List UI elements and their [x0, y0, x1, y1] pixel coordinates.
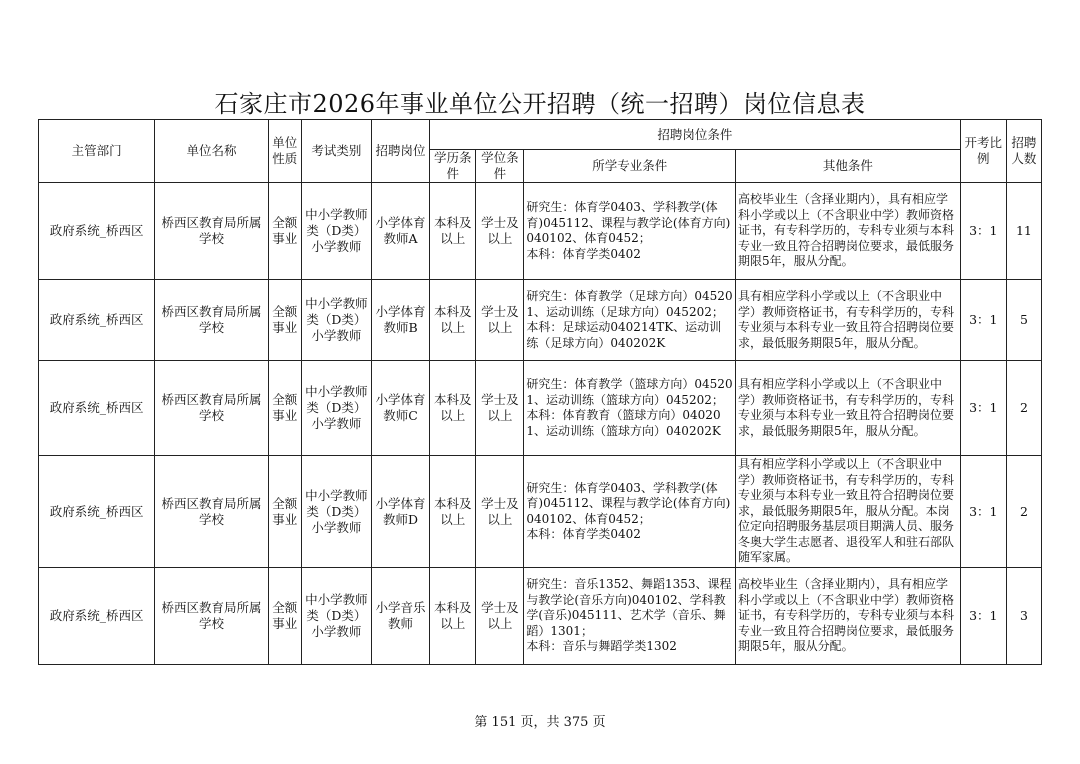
header-dept: 主管部门	[39, 120, 155, 183]
cell-nature: 全额事业	[268, 361, 301, 456]
header-exam: 考试类别	[301, 120, 371, 183]
table-row	[39, 568, 1042, 665]
header-edu: 学历条件	[430, 150, 476, 183]
table-row	[39, 183, 1042, 280]
cell-major: 研究生：体育学0403、学科教学(体育)045112、课程与教学论(体育方向)040102、体育0452； 本科：体育学类0402	[524, 183, 736, 280]
cell-dept: 政府系统_桥西区	[39, 456, 155, 568]
cell-edu: 本科及以上	[430, 361, 476, 456]
cell-edu: 本科及以上	[430, 568, 476, 665]
cell-degree: 学士及以上	[476, 568, 524, 665]
table-row	[39, 361, 1042, 456]
header-other: 其他条件	[736, 150, 961, 183]
cell-ratio: 3：1	[960, 361, 1006, 456]
cell-major: 研究生：体育教学（篮球方向）045201、运动训练（篮球方向）045202； 本科：体育教育（篮球方向）040201、运动训练（篮球方向）040202K	[524, 361, 736, 456]
cell-dept: 政府系统_桥西区	[39, 280, 155, 361]
cell-major: 研究生：体育教学（足球方向）045201、运动训练（足球方向）045202； 本科：足球运动040214TK、运动训练（足球方向）040202K	[524, 280, 736, 361]
cell-major: 研究生：体育学0403、学科教学(体育)045112、课程与教学论(体育方向)040102、体育0452； 本科：体育学类0402	[524, 456, 736, 568]
cell-nature: 全额事业	[268, 183, 301, 280]
cell-dept: 政府系统_桥西区	[39, 568, 155, 665]
cell-unit: 桥西区教育局所属学校	[155, 456, 268, 568]
page-number: 第 151 页，共 375 页	[474, 715, 606, 730]
cell-degree: 学士及以上	[476, 456, 524, 568]
cell-exam: 中小学教师类（D类）小学教师	[301, 568, 371, 665]
header-unit: 单位名称	[155, 120, 268, 183]
cell-edu: 本科及以上	[430, 280, 476, 361]
cell-post: 小学体育教师C	[371, 361, 429, 456]
cell-other: 高校毕业生（含择业期内），具有相应学科小学或以上（不含职业中学）教师资格证书，有专科学历的，专科专业须与本科专业一致且符合招聘岗位要求，最低服务期限5年，服从分配。	[736, 568, 961, 665]
page-title: 石家庄市2026年事业单位公开招聘（统一招聘）岗位信息表	[214, 90, 866, 118]
header-nature: 单位性质	[268, 120, 301, 183]
cell-count: 5	[1006, 280, 1041, 361]
cell-ratio: 3：1	[960, 456, 1006, 568]
cell-other: 具有相应学科小学或以上（不含职业中学）教师资格证书，有专科学历的，专科专业须与本科专业一致且符合招聘岗位要求，最低服务期限5年，服从分配。本岗位定向招聘服务基层项目期满人员、服务冬奥大学生志愿者、退役军人和驻石部队随军家属。	[736, 456, 961, 568]
cell-count: 2	[1006, 361, 1041, 456]
header-post: 招聘岗位	[371, 120, 429, 183]
cell-edu: 本科及以上	[430, 183, 476, 280]
cell-degree: 学士及以上	[476, 183, 524, 280]
cell-nature: 全额事业	[268, 280, 301, 361]
cell-exam: 中小学教师类（D类）小学教师	[301, 456, 371, 568]
cell-count: 11	[1006, 183, 1041, 280]
header-major: 所学专业条件	[524, 150, 736, 183]
cell-degree: 学士及以上	[476, 361, 524, 456]
cell-other: 具有相应学科小学或以上（不含职业中学）教师资格证书，有专科学历的，专科专业须与本科专业一致且符合招聘岗位要求，最低服务期限5年，服从分配。	[736, 280, 961, 361]
cell-exam: 中小学教师类（D类）小学教师	[301, 183, 371, 280]
cell-ratio: 3：1	[960, 280, 1006, 361]
cell-other: 具有相应学科小学或以上（不含职业中学）教师资格证书，有专科学历的，专科专业须与本科专业一致且符合招聘岗位要求，最低服务期限5年，服从分配。	[736, 361, 961, 456]
cell-exam: 中小学教师类（D类）小学教师	[301, 361, 371, 456]
cell-unit: 桥西区教育局所属学校	[155, 280, 268, 361]
table-row	[39, 280, 1042, 361]
cell-ratio: 3：1	[960, 183, 1006, 280]
cell-dept: 政府系统_桥西区	[39, 183, 155, 280]
cell-post: 小学体育教师D	[371, 456, 429, 568]
cell-nature: 全额事业	[268, 456, 301, 568]
header-conditions: 招聘岗位条件	[430, 120, 961, 150]
cell-unit: 桥西区教育局所属学校	[155, 361, 268, 456]
header-count: 招聘人数	[1006, 120, 1041, 183]
cell-edu: 本科及以上	[430, 456, 476, 568]
header-degree: 学位条件	[476, 150, 524, 183]
cell-exam: 中小学教师类（D类）小学教师	[301, 280, 371, 361]
cell-post: 小学体育教师A	[371, 183, 429, 280]
cell-post: 小学音乐教师	[371, 568, 429, 665]
cell-count: 3	[1006, 568, 1041, 665]
cell-nature: 全额事业	[268, 568, 301, 665]
cell-other: 高校毕业生（含择业期内），具有相应学科小学或以上（不含职业中学）教师资格证书，有专科学历的，专科专业须与本科专业一致且符合招聘岗位要求，最低服务期限5年，服从分配。	[736, 183, 961, 280]
cell-unit: 桥西区教育局所属学校	[155, 183, 268, 280]
cell-ratio: 3：1	[960, 568, 1006, 665]
cell-degree: 学士及以上	[476, 280, 524, 361]
recruitment-table	[38, 119, 1042, 665]
cell-major: 研究生：音乐1352、舞蹈1353、课程与教学论(音乐方向)040102、学科教学(音乐)045111、艺术学（音乐、舞蹈）1301； 本科：音乐与舞蹈学类1302	[524, 568, 736, 665]
cell-count: 2	[1006, 456, 1041, 568]
cell-dept: 政府系统_桥西区	[39, 361, 155, 456]
cell-unit: 桥西区教育局所属学校	[155, 568, 268, 665]
table-row	[39, 456, 1042, 568]
cell-post: 小学体育教师B	[371, 280, 429, 361]
header-ratio: 开考比例	[960, 120, 1006, 183]
